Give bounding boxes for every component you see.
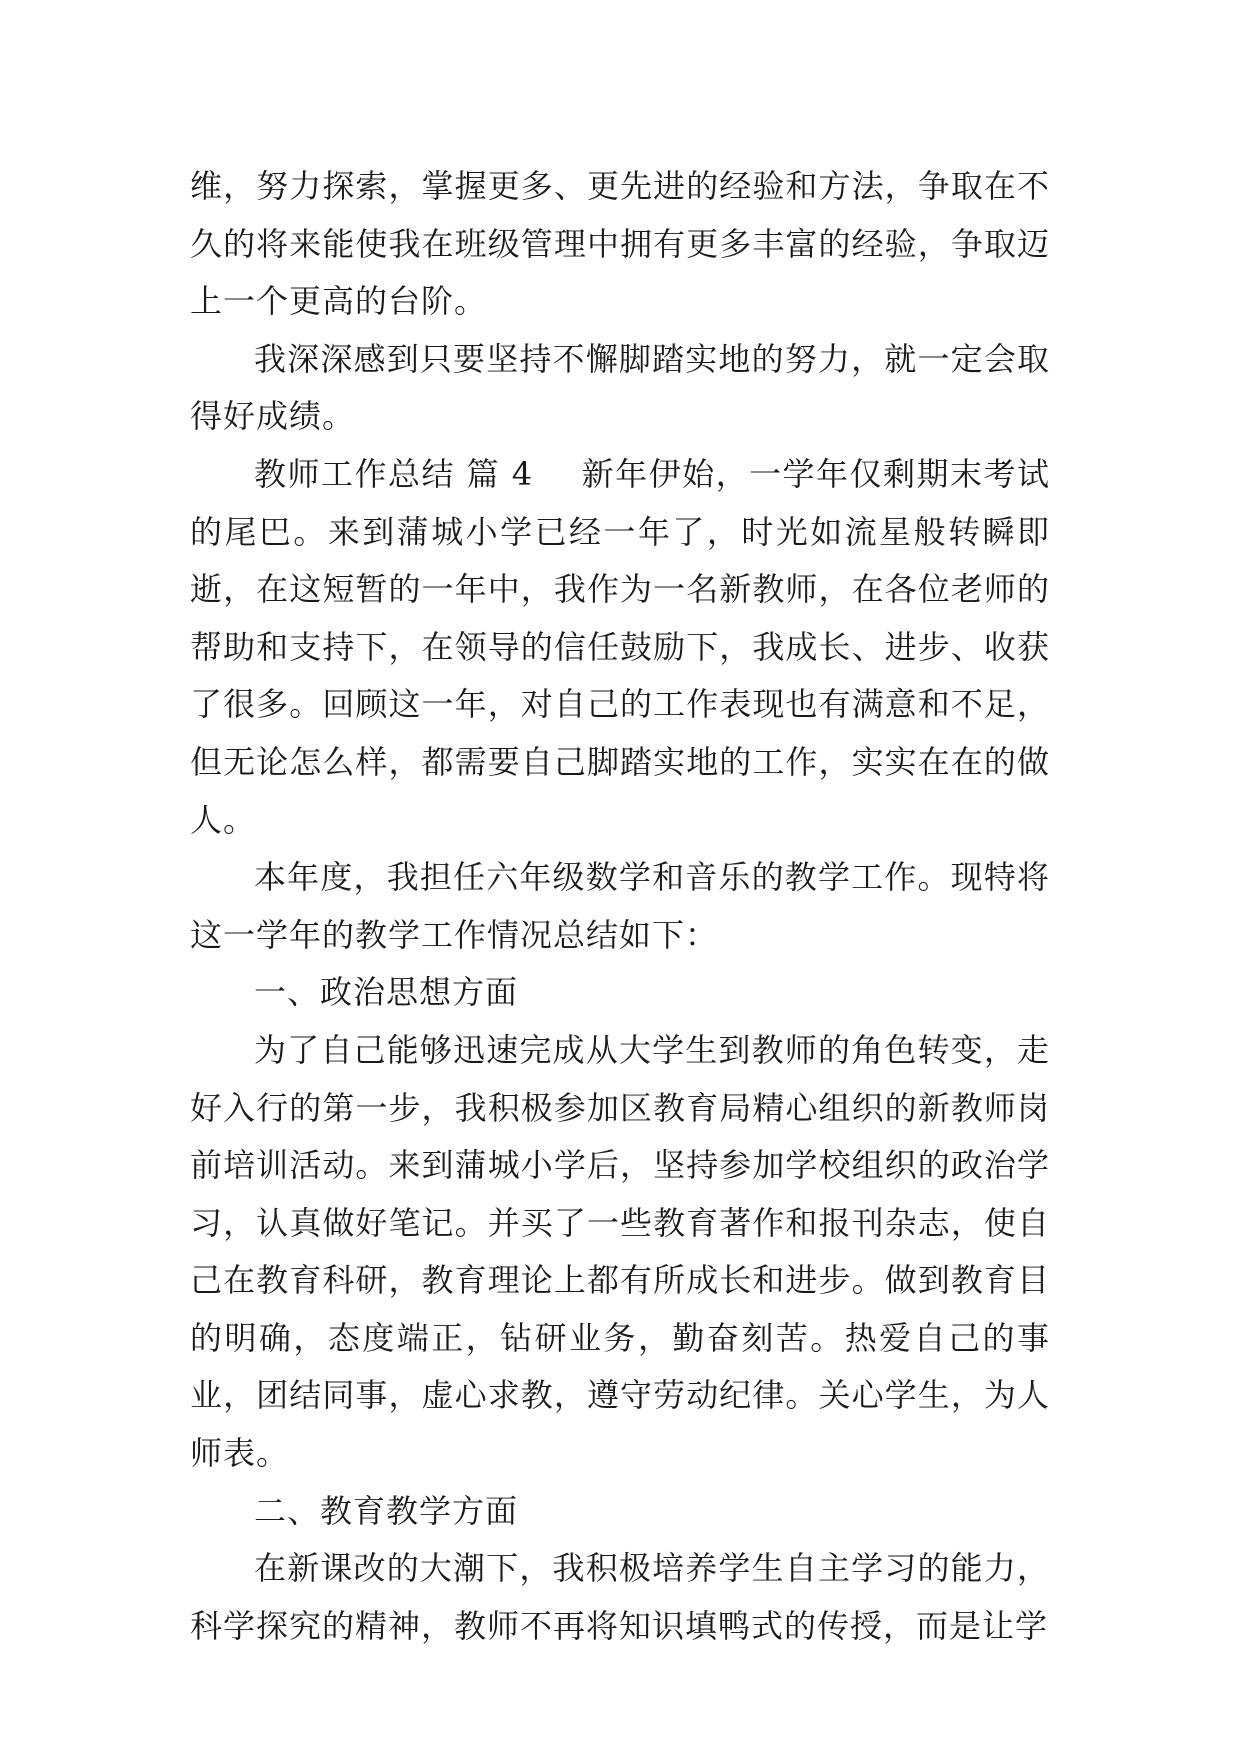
paragraph-role: 本年度，我担任六年级数学和音乐的教学工作。现特将这一学年的教学工作情况总结如下： bbox=[190, 858, 1050, 954]
section-heading: 教师工作总结 篇 4 bbox=[254, 454, 534, 493]
subheading-political: 一、政治思想方面 bbox=[254, 973, 519, 1012]
section-4-body: 新年伊始，一学年仅剩期末考试的尾巴。来到蒲城小学已经一年了，时光如流星般转瞬即逝，在这短暂的一年中，我作为一名新教师，在各位老师的帮助和支持下，在领导的信任鼓励下，我成长、进步、收获了很多。回顾这一年，对自己的工作表现也有满意和不足，但无论怎么样，都需要自己脚踏实地的工作，实实在在的做人。 bbox=[190, 454, 1050, 839]
subheading-teaching: 二、教育教学方面 bbox=[254, 1491, 519, 1530]
paragraph-conclusion: 我深深感到只要坚持不懈脚踏实地的努力，就一定会取得好成绩。 bbox=[190, 339, 1050, 436]
paragraph-section-4 bbox=[190, 446, 1050, 849]
document-body bbox=[190, 158, 1050, 1655]
paragraph-continuation: 维，努力探索，掌握更多、更先进的经验和方法，争取在不久的将来能使我在班级管理中拥有更多丰富的经验，争取迈上一个更高的台阶。 bbox=[190, 167, 1050, 321]
paragraph-political: 为了自己能够迅速完成从大学生到教师的角色转变，走好入行的第一步，我积极参加区教育局精心组织的新教师岗前培训活动。来到蒲城小学后，坚持参加学校组织的政治学习，认真做好笔记。并买了一些教育著作和报刊杂志，使自己在教育科研，教育理论上都有所成长和进步。做到教育目的明确，态度端正，钻研业务，勤奋刻苦。热爱自己的事业，团结同事，虚心求教，遵守劳动纪律。关心学生，为人师表。 bbox=[190, 1030, 1050, 1473]
paragraph-teaching: 在新课改的大潮下，我积极培养学生自主学习的能力，科学探究的精神，教师不再将知识填鸭式的传授，而是让学 bbox=[190, 1549, 1050, 1645]
